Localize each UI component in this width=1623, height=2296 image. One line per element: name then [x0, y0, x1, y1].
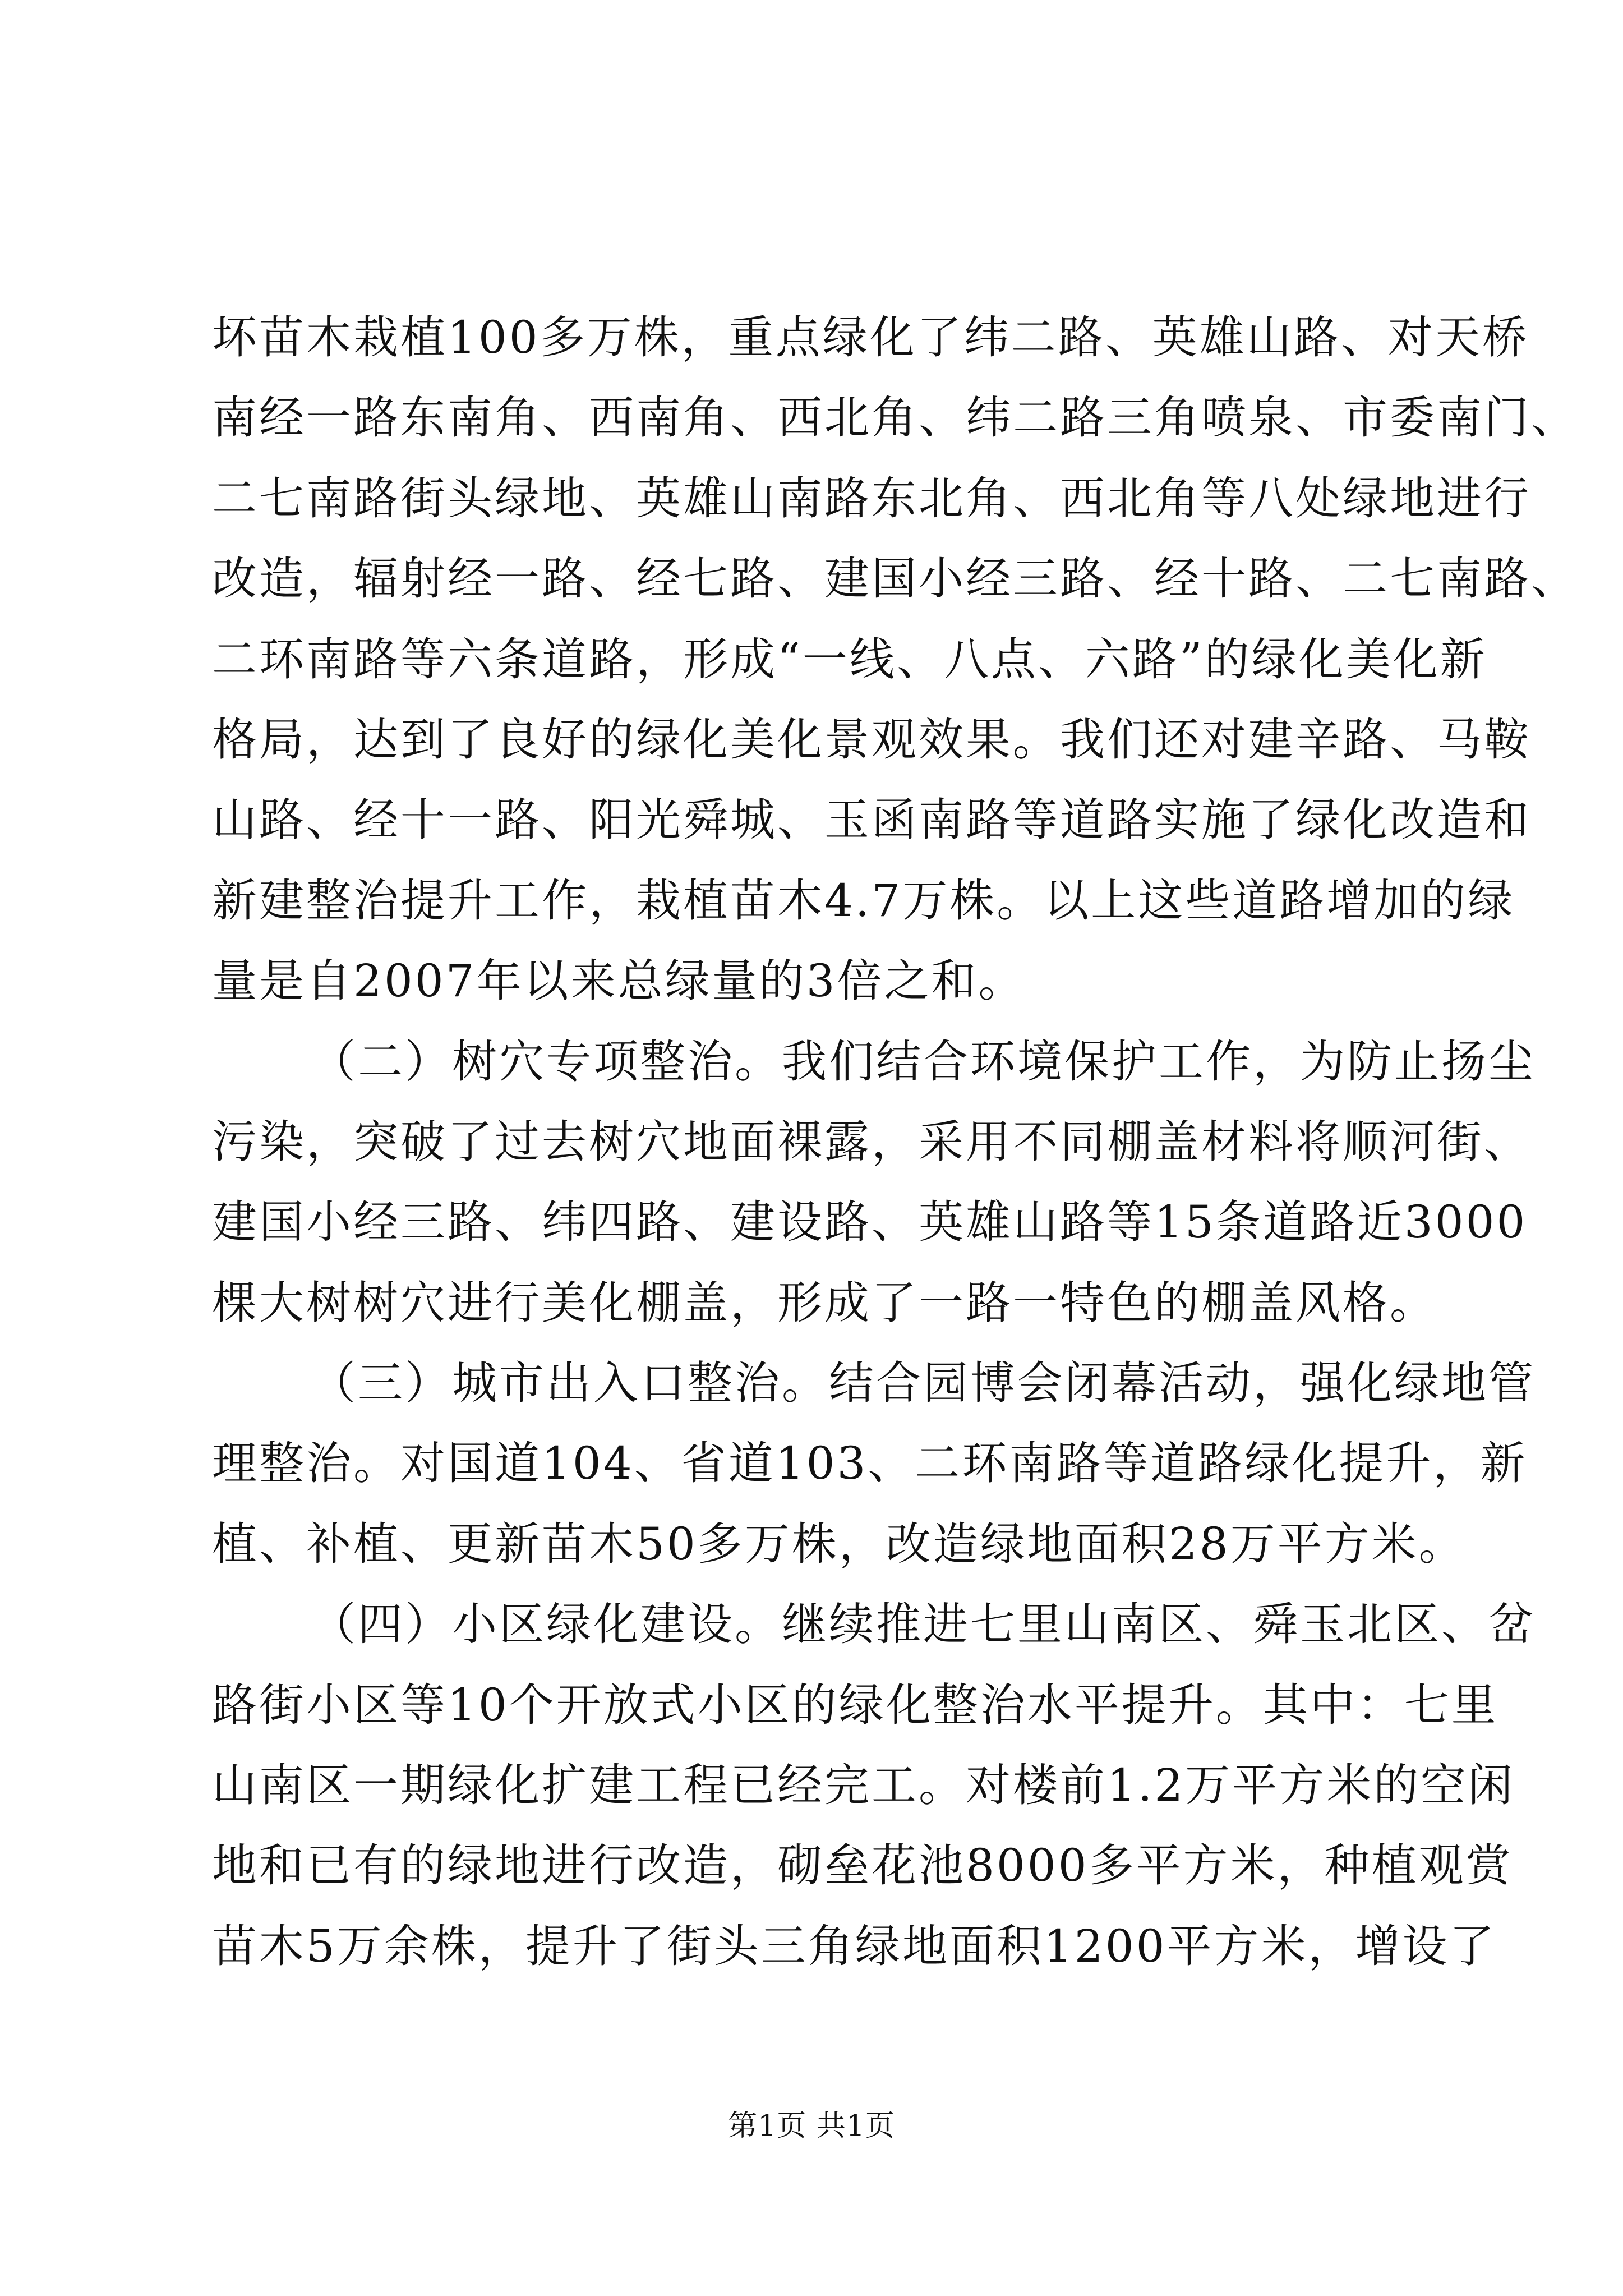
text-line: 山路、经十一路、阳光舜城、玉函南路等道路实施了绿化改造和 [212, 794, 1531, 846]
text-line: 二环南路等六条道路，形成“一线、八点、六路”的绿化美化新 [212, 633, 1487, 685]
text-line: 棵大树树穴进行美化棚盖，形成了一路一特色的棚盖风格。 [212, 1276, 1437, 1329]
text-line: 污染，突破了过去树穴地面裸露，采用不同棚盖材料将顺河街、 [212, 1115, 1531, 1168]
text-line: 二七南路街头绿地、英雄山南路东北角、西北角等八处绿地进行 [212, 472, 1531, 524]
text-line: 山南区一期绿化扩建工程已经完工。对楼前1.2万平方米的空闲 [212, 1759, 1515, 1812]
paragraph-start-line: （三）城市出入口整治。结合园博会闭幕活动，强化绿地管 [311, 1357, 1536, 1410]
text-line: 新建整治提升工作，栽植苗木4.7万株。以上这些道路增加的绿 [212, 874, 1515, 927]
text-line: 植、补植、更新苗木50多万株，改造绿地面积28万平方米。 [212, 1517, 1466, 1570]
text-line: 地和已有的绿地进行改造，砌垒花池8000多平方米，种植观赏 [212, 1839, 1513, 1892]
paragraph-start-line: （四）小区绿化建设。继续推进七里山南区、舜玉北区、岔 [311, 1598, 1536, 1651]
text-line: 理整治。对国道104、省道103、二环南路等道路绿化提升，新 [212, 1437, 1528, 1490]
text-line: 坏苗木栽植100多万株，重点绿化了纬二路、英雄山路、对天桥 [212, 311, 1529, 364]
page-number: 第1页 共1页 [728, 2109, 895, 2143]
text-line: 改造，辐射经一路、经七路、建国小经三路、经十路、二七南路、 [212, 553, 1578, 605]
text-line: 苗木5万余株，提升了街头三角绿地面积1200平方米，增设了 [212, 1920, 1497, 1972]
text-line: 建国小经三路、纬四路、建设路、英雄山路等15条道路近3000 [212, 1196, 1528, 1249]
text-line: 格局，达到了良好的绿化美化景观效果。我们还对建辛路、马鞍 [212, 713, 1531, 766]
body-text [212, 297, 1578, 1986]
page-footer [0, 2108, 1623, 2144]
paragraph-start-line: （二）树穴专项整治。我们结合环境保护工作，为防止扬尘 [311, 1035, 1536, 1088]
text-line: 南经一路东南角、西南角、西北角、纬二路三角喷泉、市委南门、 [212, 392, 1578, 444]
text-line: 量是自2007年以来总绿量的3倍之和。 [212, 955, 1026, 1007]
text-line: 路街小区等10个开放式小区的绿化整治水平提升。其中：七里 [212, 1678, 1498, 1731]
